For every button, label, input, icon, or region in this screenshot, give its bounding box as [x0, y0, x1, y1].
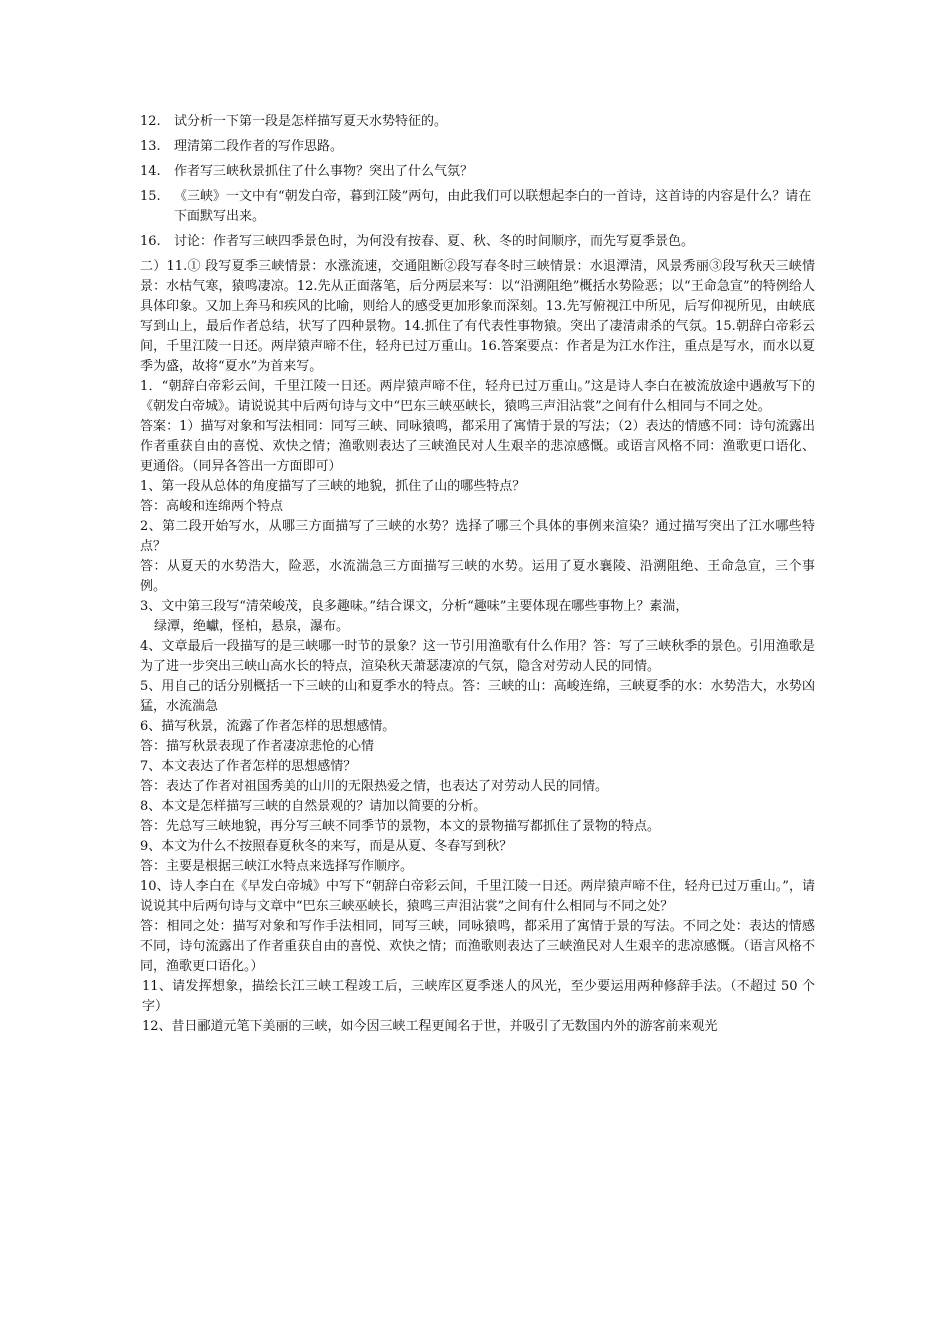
question-number: 13.	[140, 139, 161, 154]
answer-paragraph: 答：相同之处：描写对象和写作手法相同，同写三峡，同咏猿鸣，都采用了寓情于景的写法。不同之处：表达的情感不同，诗句流露出了作者重获自由的喜悦、欢快之情；而渔歌则表达了三峡渔民对人生艰辛的悲凉感慨。（语言风格不同，渔歌更口语化。）	[140, 919, 815, 974]
question-paragraph: 2、第二段开始写水，从哪三方面描写了三峡的水势？选择了哪三个具体的事例来渲染？通过描写突出了江水哪些特点？	[140, 519, 815, 554]
document-page	[140, 112, 815, 1037]
question-text: 讨论：作者写三峡四季景色时，为何没有按春、夏、秋、冬的时间顺序，而先写夏季景色。	[174, 234, 695, 249]
question-list	[140, 112, 815, 252]
question-text: 《三峡》一文中有“朝发白帝，暮到江陵”两句，由此我们可以联想起李白的一首诗，这首诗的内容是什么？请在下面默写出来。	[174, 189, 812, 224]
answer-paragraph: 答：先总写三峡地貌，再分写三峡不同季节的景物，本文的景物描写都抓住了景物的特点。	[140, 819, 661, 834]
question-paragraph: 10、诗人李白在《早发白帝城》中写下“朝辞白帝彩云间，千里江陵一日还。两岸猿声啼不住，轻舟已过万重山。”，请说说其中后两句诗与文章中“巴东三峡巫峡长，猿鸣三声泪沾裳”之间有什么相同与不同之处？	[140, 879, 815, 914]
question-text: 理清第二段作者的写作思路。	[174, 139, 344, 154]
question-text: 试分析一下第一段是怎样描写夏天水势特征的。	[174, 114, 448, 129]
answer-paragraph: 答：描写秋景表现了作者凄凉悲怆的心情	[140, 739, 375, 754]
answer-paragraph: 答：表达了作者对祖国秀美的山川的无限热爱之情，也表达了对劳动人民的同情。	[140, 779, 609, 794]
question-paragraph: 4、文章最后一段描写的是三峡哪一时节的景象？这一节引用渔歌有什么作用？答：写了三峡秋季的景色。引用渔歌是为了进一步突出三峡山高水长的特点，渲染秋天萧瑟凄凉的气氛，隐含对劳动人民的同情。	[140, 639, 815, 674]
question-paragraph: 1．“朝辞白帝彩云间，千里江陵一日还。两岸猿声啼不住，轻舟已过万重山。”这是诗人李白在被流放途中遇赦写下的《朝发白帝城》。请说说其中后两句诗与文中“巴东三峡巫峡长，猿鸣三声泪沾裳”之间有什么相同与不同之处。	[140, 379, 815, 414]
answer-paragraph: 绿潭，绝巘，怪柏，悬泉，瀑布。	[154, 619, 350, 634]
question-item	[140, 112, 815, 132]
question-item	[140, 232, 815, 252]
question-number: 12.	[140, 114, 161, 129]
question-number: 14.	[140, 164, 161, 179]
question-paragraph: 8、本文是怎样描写三峡的自然景观的？请加以简要的分析。	[140, 799, 487, 814]
question-item	[140, 162, 815, 182]
question-item	[140, 187, 815, 227]
question-paragraph: 11、请发挥想象，描绘长江三峡工程竣工后，三峡库区夏季迷人的风光，至少要运用两种修辞手法。（不超过 50 个字）	[142, 979, 815, 1014]
answer-key-paragraph: 二）11.① 段写夏季三峡情景：水涨流速，交通阻断②段写春冬时三峡情景：水退潭清，风景秀丽③段写秋天三峡情景：水枯气寒，猿鸣凄凉。12.先从正面落笔，后分两层来写：以“沿溯阻绝”概括水势险恶；以“王命急宣”的特例给人具体印象。又加上奔马和疾风的比喻，则给人的感受更加形象而深刻。13.先写俯视江中所见，后写仰视所见，由峡底写到山上，最后作者总结，状写了四种景物。14.抓住了有代表性事物猿。突出了凄清肃杀的气氛。15.朝辞白帝彩云间，千里江陵一日还。两岸猿声啼不住，轻舟已过万重山。16.答案要点：作者是为江水作注，重点是写水，而水以夏季为盛，故将“夏水”为首来写。	[140, 259, 815, 374]
question-item	[140, 137, 815, 157]
answer-paragraph: 答：高峻和连绵两个特点	[140, 499, 284, 514]
question-paragraph: 1、第一段从总体的角度描写了三峡的地貌，抓住了山的哪些特点？	[140, 479, 526, 494]
answer-paragraph: 答案：1）描写对象和写法相同：同写三峡、同咏猿鸣，都采用了寓情于景的写法；（2）表达的情感不同：诗句流露出作者重获自由的喜悦、欢快之情；渔歌则表达了三峡渔民对人生艰辛的悲凉感慨。或语言风格不同：渔歌更口语化、更通俗。（同异各答出一方面即可）	[140, 419, 815, 474]
answer-paragraph: 答：主要是根据三峡江水特点来选择写作顺序。	[140, 859, 414, 874]
question-text: 作者写三峡秋景抓住了什么事物？突出了什么气氛？	[174, 164, 474, 179]
question-paragraph: 7、本文表达了作者怎样的思想感情？	[140, 759, 357, 774]
answer-paragraph: 答：从夏天的水势浩大，险恶，水流湍急三方面描写三峡的水势。运用了夏水襄陵、沿溯阻绝、王命急宣，三个事例。	[140, 559, 815, 594]
question-paragraph: 5、用自己的话分别概括一下三峡的山和夏季水的特点。答：三峡的山：高峻连绵，三峡夏季的水：水势浩大，水势凶猛，水流湍急	[140, 679, 815, 714]
question-paragraph: 9、本文为什么不按照春夏秋冬的来写，而是从夏、冬春写到秋？	[140, 839, 513, 854]
question-paragraph: 3、文中第三段写“清荣峻茂，良多趣味。”结合课文，分析“趣味”主要体现在哪些事物上？素湍，	[140, 599, 689, 614]
question-number: 16.	[140, 234, 161, 249]
question-paragraph: 6、描写秋景，流露了作者怎样的思想感情。	[140, 719, 396, 734]
question-number: 15.	[140, 189, 161, 204]
question-paragraph: 12、昔日郦道元笔下美丽的三峡，如今因三峡工程更闻名于世，并吸引了无数国内外的游客前来观光	[142, 1019, 718, 1034]
